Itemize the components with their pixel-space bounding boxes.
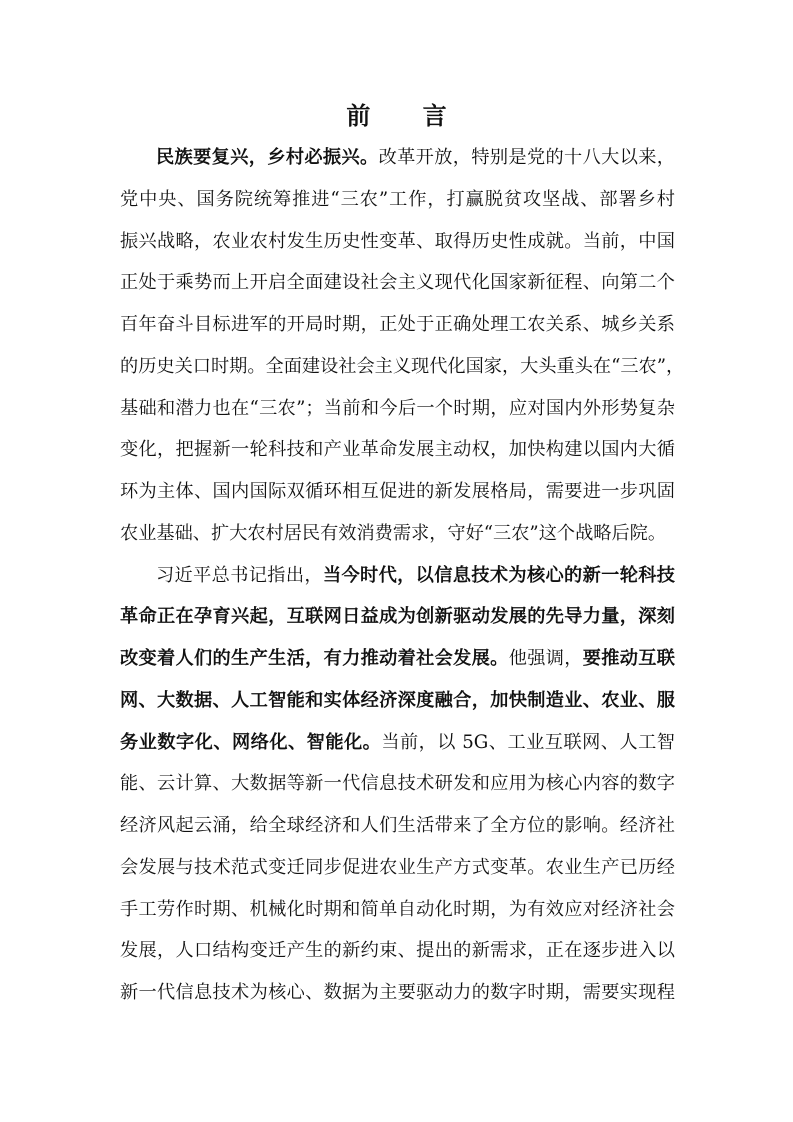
p1-text: 改革开放，特别是党的十八大以来， xyxy=(378,147,675,168)
p2-line-1 xyxy=(156,557,675,595)
p2-line-9: 手工劳作时期、机械化时期和简单自动化时期，为有效应对经济社会 xyxy=(120,899,675,920)
p2-line-2: 革命正在孕育兴起，互联网日益成为创新驱动发展的先导力量，深刻 xyxy=(120,606,675,627)
p2-line-3 xyxy=(120,640,675,678)
p2-line-10: 发展，人口结构变迁产生的新约束、提出的新需求，正在逐步进入以 xyxy=(120,940,675,961)
p2-line-11: 新一代信息技术为核心、数据为主要驱动力的数字时期，需要实现程 xyxy=(120,982,675,1003)
p1-line-9: 环为主体、国内国际双循环相互促进的新发展格局，需要进一步巩固 xyxy=(120,481,675,502)
page-title: 前 言 xyxy=(346,102,469,130)
p1-line-7: 基础和潜力也在“三农”；当前和今后一个时期，应对国内外形势复杂 xyxy=(120,398,675,419)
p1-line-6: 的历史关口时期。全面建设社会主义现代化国家，大头重头在“三农”， xyxy=(120,356,685,377)
p1-line-2: 党中央、国务院统筹推进“三农”工作，打赢脱贫攻坚战、部署乡村 xyxy=(120,189,675,210)
p1-bold-lead: 民族要复兴，乡村必振兴。 xyxy=(156,147,379,168)
p2-text: 习近平总书记指出， xyxy=(156,565,323,586)
p2-bold-quote: 要推动互联 xyxy=(582,648,675,669)
p2-line-7: 经济风起云涌，给全球经济和人们生活带来了全方位的影响。经济社 xyxy=(120,815,675,836)
p1-line-5: 百年奋斗目标进军的开局时期，正处于正确处理工农关系、城乡关系 xyxy=(120,314,675,335)
p1-line-1 xyxy=(156,139,675,177)
p2-text: 当前，以 5G、工业互联网、人工智 xyxy=(381,732,675,753)
p2-bold-quote: 务业数字化、网络化、智能化。 xyxy=(120,732,382,753)
p1-line-8: 变化，把握新一轮科技和产业革命发展主动权，加快构建以国内大循 xyxy=(120,439,675,460)
p1-line-3: 振兴战略，农业农村发生历史性变革、取得历史性成就。当前，中国 xyxy=(120,231,675,252)
p2-line-4: 网、大数据、人工智能和实体经济深度融合，加快制造业、农业、服 xyxy=(120,690,675,711)
p1-line-10: 农业基础、扩大农村居民有效消费需求，守好“三农”这个战略后院。 xyxy=(120,523,667,544)
p2-bold-quote: 当今时代，以信息技术为核心的新一轮科技 xyxy=(322,565,675,586)
p1-line-4: 正处于乘势而上开启全面建设社会主义现代化国家新征程、向第二个 xyxy=(120,272,675,293)
p2-text: 他强调， xyxy=(508,648,583,669)
p2-line-6: 能、云计算、大数据等新一代信息技术研发和应用为核心内容的数字 xyxy=(120,773,675,794)
p2-line-5 xyxy=(120,724,675,762)
p2-bold-quote: 改变着人们的生产生活，有力推动着社会发展。 xyxy=(120,648,509,669)
p2-line-8: 会发展与技术范式变迁同步促进农业生产方式变革。农业生产已历经 xyxy=(120,857,675,878)
